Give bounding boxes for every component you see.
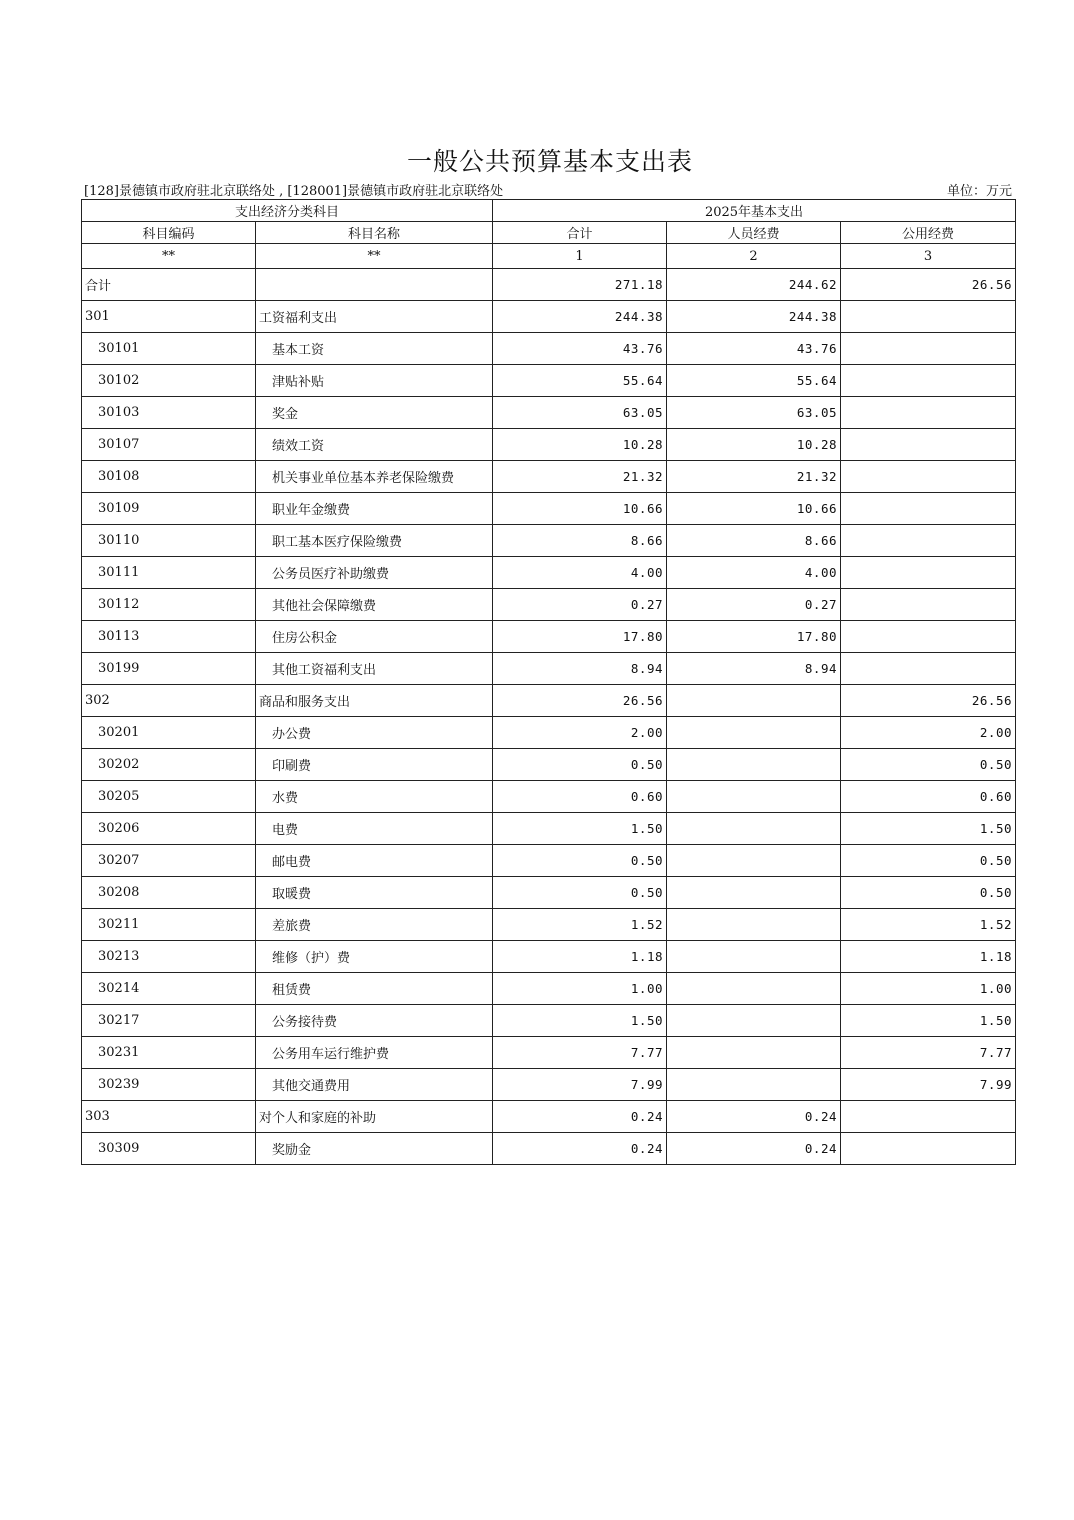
- cell-total: 2.00: [493, 717, 667, 749]
- header-total: 合计: [493, 222, 667, 244]
- cell-name: 津贴补贴: [256, 365, 493, 397]
- cell-code: 30213: [82, 941, 256, 973]
- table-row: [82, 973, 1016, 1005]
- cell-total: 0.50: [493, 845, 667, 877]
- cell-code: 30113: [82, 621, 256, 653]
- cell-public: [841, 365, 1016, 397]
- cell-total: 0.50: [493, 749, 667, 781]
- cell-code: 301: [82, 301, 256, 333]
- cell-personnel: [667, 941, 841, 973]
- cell-public: 0.60: [841, 781, 1016, 813]
- table-row: [82, 525, 1016, 557]
- cell-total: 10.28: [493, 429, 667, 461]
- cell-public: [841, 1101, 1016, 1133]
- cell-code: 303: [82, 1101, 256, 1133]
- table-row: [82, 461, 1016, 493]
- cell-name: 维修（护）费: [256, 941, 493, 973]
- cell-public: 1.52: [841, 909, 1016, 941]
- cell-personnel: 244.62: [667, 269, 841, 301]
- cell-total: 26.56: [493, 685, 667, 717]
- table-row: [82, 301, 1016, 333]
- cell-public: [841, 653, 1016, 685]
- cell-personnel: [667, 1069, 841, 1101]
- cell-name: 电费: [256, 813, 493, 845]
- cell-personnel: [667, 1037, 841, 1069]
- cell-public: 26.56: [841, 685, 1016, 717]
- cell-public: [841, 429, 1016, 461]
- cell-public: 26.56: [841, 269, 1016, 301]
- cell-name: 职业年金缴费: [256, 493, 493, 525]
- table-row: [82, 1133, 1016, 1165]
- cell-name: 住房公积金: [256, 621, 493, 653]
- cell-name: 其他交通费用: [256, 1069, 493, 1101]
- cell-personnel: 10.28: [667, 429, 841, 461]
- cell-name: 绩效工资: [256, 429, 493, 461]
- cell-code: 30214: [82, 973, 256, 1005]
- table-row: [82, 1005, 1016, 1037]
- cell-total: 4.00: [493, 557, 667, 589]
- cell-code: 30205: [82, 781, 256, 813]
- cell-personnel: 8.66: [667, 525, 841, 557]
- table-row: [82, 941, 1016, 973]
- table-row: [82, 653, 1016, 685]
- cell-total: 55.64: [493, 365, 667, 397]
- cell-total: 1.18: [493, 941, 667, 973]
- cell-name: 印刷费: [256, 749, 493, 781]
- table-row: [82, 429, 1016, 461]
- table-row: [82, 1101, 1016, 1133]
- cell-code: 30208: [82, 877, 256, 909]
- cell-personnel: [667, 781, 841, 813]
- cell-public: 0.50: [841, 877, 1016, 909]
- cell-personnel: [667, 717, 841, 749]
- cell-public: 7.99: [841, 1069, 1016, 1101]
- table-row: [82, 621, 1016, 653]
- index-public: 3: [841, 244, 1016, 269]
- cell-code: 30110: [82, 525, 256, 557]
- cell-personnel: [667, 877, 841, 909]
- cell-personnel: 0.24: [667, 1101, 841, 1133]
- table-row: [82, 909, 1016, 941]
- table-row: [82, 1069, 1016, 1101]
- cell-name: 邮电费: [256, 845, 493, 877]
- cell-name: 公务员医疗补助缴费: [256, 557, 493, 589]
- cell-total: 0.60: [493, 781, 667, 813]
- cell-code: 30109: [82, 493, 256, 525]
- cell-code: 30206: [82, 813, 256, 845]
- cell-public: [841, 621, 1016, 653]
- cell-code: 30102: [82, 365, 256, 397]
- table-row: [82, 493, 1016, 525]
- header-group-row: [82, 200, 1016, 222]
- cell-public: 2.00: [841, 717, 1016, 749]
- index-name: **: [256, 244, 493, 269]
- cell-name: 取暖费: [256, 877, 493, 909]
- cell-personnel: [667, 1005, 841, 1037]
- cell-public: [841, 1133, 1016, 1165]
- cell-public: [841, 493, 1016, 525]
- index-total: 1: [493, 244, 667, 269]
- cell-code: 30107: [82, 429, 256, 461]
- cell-personnel: 63.05: [667, 397, 841, 429]
- cell-public: 1.50: [841, 813, 1016, 845]
- cell-total: 7.99: [493, 1069, 667, 1101]
- cell-public: 1.50: [841, 1005, 1016, 1037]
- cell-public: [841, 589, 1016, 621]
- table-row: [82, 1037, 1016, 1069]
- cell-code: 30103: [82, 397, 256, 429]
- table-row: [82, 845, 1016, 877]
- cell-name: 机关事业单位基本养老保险缴费: [256, 461, 493, 493]
- cell-code: 30309: [82, 1133, 256, 1165]
- cell-total: 7.77: [493, 1037, 667, 1069]
- cell-total: 0.50: [493, 877, 667, 909]
- cell-name: 水费: [256, 781, 493, 813]
- cell-total: 8.66: [493, 525, 667, 557]
- cell-code: 30201: [82, 717, 256, 749]
- header-name: 科目名称: [256, 222, 493, 244]
- cell-total: 0.24: [493, 1133, 667, 1165]
- cell-personnel: [667, 845, 841, 877]
- cell-public: 1.18: [841, 941, 1016, 973]
- cell-personnel: 8.94: [667, 653, 841, 685]
- cell-name: 职工基本医疗保险缴费: [256, 525, 493, 557]
- header-group-right: 2025年基本支出: [493, 200, 1016, 222]
- budget-table: [81, 199, 1016, 1165]
- unit-subtitle: [128]景德镇市政府驻北京联络处 , [128001]景德镇市政府驻北京联络处: [84, 184, 504, 199]
- cell-public: [841, 397, 1016, 429]
- cell-code: 30207: [82, 845, 256, 877]
- cell-name: 公务接待费: [256, 1005, 493, 1037]
- cell-public: 1.00: [841, 973, 1016, 1005]
- cell-public: 7.77: [841, 1037, 1016, 1069]
- cell-public: 0.50: [841, 845, 1016, 877]
- cell-total: 1.52: [493, 909, 667, 941]
- cell-personnel: 21.32: [667, 461, 841, 493]
- cell-name: 商品和服务支出: [256, 685, 493, 717]
- table-row: [82, 749, 1016, 781]
- cell-personnel: 43.76: [667, 333, 841, 365]
- cell-total: 17.80: [493, 621, 667, 653]
- cell-total: 63.05: [493, 397, 667, 429]
- cell-personnel: 0.24: [667, 1133, 841, 1165]
- cell-name: 差旅费: [256, 909, 493, 941]
- cell-code: 合计: [82, 269, 256, 301]
- cell-personnel: [667, 813, 841, 845]
- table-row: [82, 685, 1016, 717]
- cell-name: 办公费: [256, 717, 493, 749]
- cell-total: 10.66: [493, 493, 667, 525]
- table-row: [82, 589, 1016, 621]
- index-personnel: 2: [667, 244, 841, 269]
- cell-name: 其他社会保障缴费: [256, 589, 493, 621]
- cell-name: 奖金: [256, 397, 493, 429]
- cell-public: [841, 333, 1016, 365]
- cell-code: 30111: [82, 557, 256, 589]
- cell-public: [841, 525, 1016, 557]
- cell-personnel: 4.00: [667, 557, 841, 589]
- cell-name: 其他工资福利支出: [256, 653, 493, 685]
- cell-total: 271.18: [493, 269, 667, 301]
- cell-code: 30217: [82, 1005, 256, 1037]
- cell-personnel: [667, 749, 841, 781]
- table-row: [82, 813, 1016, 845]
- cell-name: 基本工资: [256, 333, 493, 365]
- cell-total: 21.32: [493, 461, 667, 493]
- cell-total: 244.38: [493, 301, 667, 333]
- cell-code: 302: [82, 685, 256, 717]
- table-row: [82, 877, 1016, 909]
- cell-name: 公务用车运行维护费: [256, 1037, 493, 1069]
- header-public: 公用经费: [841, 222, 1016, 244]
- cell-code: 30108: [82, 461, 256, 493]
- cell-total: 0.24: [493, 1101, 667, 1133]
- cell-code: 30112: [82, 589, 256, 621]
- header-personnel: 人员经费: [667, 222, 841, 244]
- table-row: [82, 397, 1016, 429]
- cell-code: 30101: [82, 333, 256, 365]
- cell-personnel: 244.38: [667, 301, 841, 333]
- cell-code: 30202: [82, 749, 256, 781]
- cell-name: 租赁费: [256, 973, 493, 1005]
- cell-public: 0.50: [841, 749, 1016, 781]
- cell-name: [256, 269, 493, 301]
- cell-code: 30239: [82, 1069, 256, 1101]
- table-row: [82, 557, 1016, 589]
- unit-label: 单位：万元: [946, 184, 1012, 199]
- cell-total: 43.76: [493, 333, 667, 365]
- cell-code: 30211: [82, 909, 256, 941]
- cell-personnel: 10.66: [667, 493, 841, 525]
- table-row: [82, 717, 1016, 749]
- header-code: 科目编码: [82, 222, 256, 244]
- index-code: **: [82, 244, 256, 269]
- header-columns-row: [82, 222, 1016, 244]
- table-row: [82, 365, 1016, 397]
- table-row: [82, 781, 1016, 813]
- cell-personnel: 55.64: [667, 365, 841, 397]
- page-title: 一般公共预算基本支出表: [406, 147, 693, 176]
- cell-code: 30199: [82, 653, 256, 685]
- header-index-row: [82, 244, 1016, 269]
- cell-name: 工资福利支出: [256, 301, 493, 333]
- header-group-left: 支出经济分类科目: [82, 200, 493, 222]
- cell-code: 30231: [82, 1037, 256, 1069]
- cell-public: [841, 301, 1016, 333]
- cell-personnel: [667, 685, 841, 717]
- cell-total: 8.94: [493, 653, 667, 685]
- cell-personnel: 17.80: [667, 621, 841, 653]
- cell-public: [841, 557, 1016, 589]
- cell-personnel: [667, 973, 841, 1005]
- cell-total: 1.00: [493, 973, 667, 1005]
- cell-name: 奖励金: [256, 1133, 493, 1165]
- table-row: [82, 333, 1016, 365]
- cell-name: 对个人和家庭的补助: [256, 1101, 493, 1133]
- cell-total: 1.50: [493, 813, 667, 845]
- cell-public: [841, 461, 1016, 493]
- cell-total: 1.50: [493, 1005, 667, 1037]
- cell-personnel: 0.27: [667, 589, 841, 621]
- cell-personnel: [667, 909, 841, 941]
- cell-total: 0.27: [493, 589, 667, 621]
- table-row: [82, 269, 1016, 301]
